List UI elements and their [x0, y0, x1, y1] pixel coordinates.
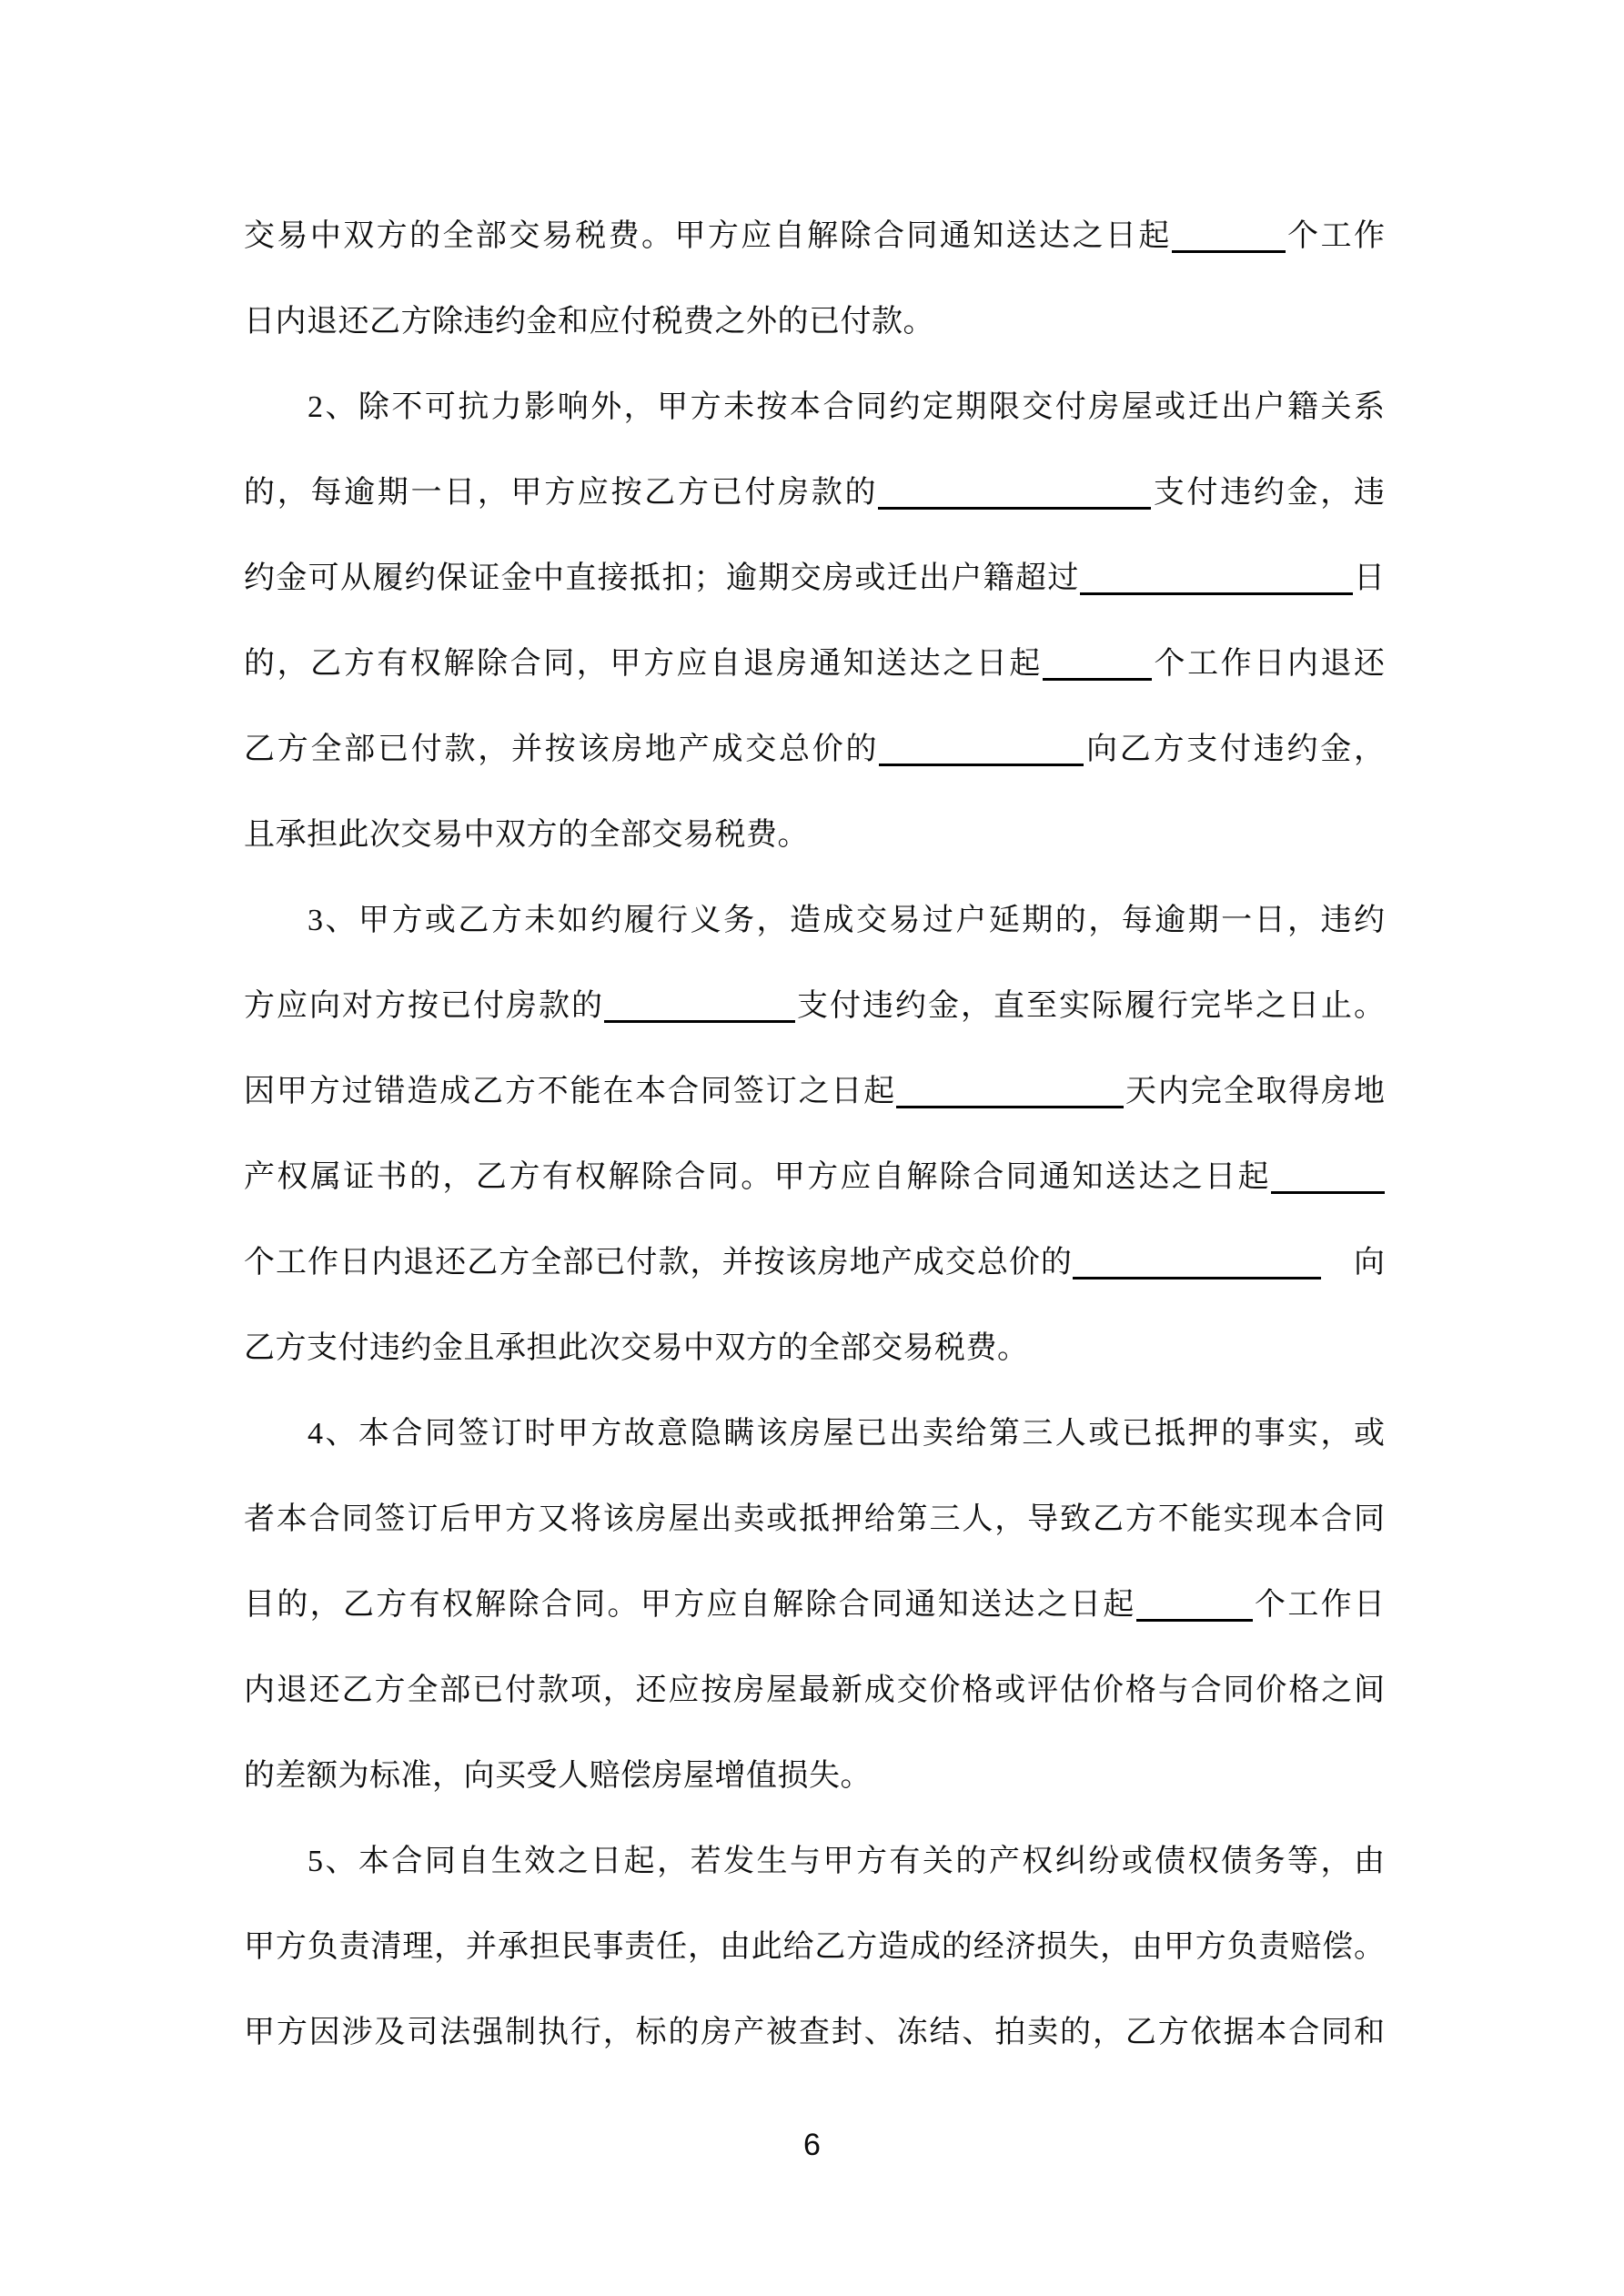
- contract-line-21: [244, 1905, 1385, 1990]
- contract-text: 因甲方过错造成乙方不能在本合同签订之日起: [244, 1075, 897, 1108]
- contract-text: 个工作日内退还乙方全部已付款，并按该房地产成交总价的: [244, 1246, 1073, 1279]
- fill-in-blank-underline: [879, 763, 1084, 766]
- contract-text: 向乙方支付违约金，: [1084, 733, 1385, 766]
- contract-text: 天内完全取得房地: [1124, 1075, 1385, 1108]
- contract-line-17: [244, 1563, 1385, 1648]
- contract-line-4: [244, 450, 1385, 536]
- contract-text: 甲方因涉及司法强制执行，标的房产被查封、冻结、拍卖的，乙方依据本合同和: [244, 2016, 1385, 2049]
- contract-text: 的，每逾期一日，甲方应按乙方已付房款的: [244, 476, 879, 510]
- fill-in-blank-underline: [604, 1019, 795, 1023]
- contract-line-6: [244, 622, 1385, 707]
- contract-text: 乙方支付违约金且承担此次交易中双方的全部交易税费。: [244, 1331, 1029, 1365]
- contract-text: 内退还乙方全部已付款项，还应按房屋最新成交价格或评估价格与合同价格之间: [244, 1674, 1385, 1707]
- contract-text: 支付违约金，直至实际履行完毕之日止。: [795, 989, 1385, 1023]
- contract-line-10: [244, 964, 1385, 1049]
- contract-text: 2、除不可抗力影响外，甲方未按本合同约定期限交付房屋或迁出户籍关系: [308, 390, 1385, 424]
- contract-line-13: [244, 1220, 1385, 1306]
- contract-line-14: [244, 1306, 1385, 1391]
- contract-text: 产权属证书的，乙方有权解除合同。甲方应自解除合同通知送达之日起: [244, 1160, 1271, 1194]
- contract-line-1: [244, 194, 1385, 279]
- contract-text: 目的，乙方有权解除合同。甲方应自解除合同通知送达之日起: [244, 1588, 1136, 1622]
- fill-in-blank-underline: [1043, 677, 1152, 681]
- contract-text: 支付违约金，违: [1151, 476, 1385, 510]
- contract-text: 个工作: [1285, 219, 1385, 253]
- contract-text: 乙方全部已付款，并按该房地产成交总价的: [244, 733, 880, 766]
- contract-line-3: [244, 365, 1385, 450]
- fill-in-blank-underline: [1136, 1618, 1253, 1622]
- contract-line-12: [244, 1135, 1385, 1220]
- contract-line-16: [244, 1477, 1385, 1563]
- contract-text: 个工作日: [1252, 1588, 1385, 1622]
- fill-in-blank-underline: [1172, 249, 1286, 253]
- contract-text: 向: [1320, 1246, 1385, 1279]
- contract-line-9: [244, 878, 1385, 964]
- fill-in-blank-underline: [1073, 1276, 1321, 1279]
- fill-in-blank-underline: [1271, 1190, 1385, 1194]
- contract-line-11: [244, 1049, 1385, 1135]
- contract-line-8: [244, 793, 1385, 878]
- contract-line-5: [244, 536, 1385, 622]
- contract-text: 个工作日内退还: [1151, 647, 1385, 681]
- contract-line-22: [244, 1990, 1385, 2076]
- contract-text: 日内退还乙方除违约金和应付税费之外的已付款。: [244, 305, 934, 339]
- fill-in-blank-underline: [878, 506, 1151, 510]
- contract-text: 且承担此次交易中双方的全部交易税费。: [244, 818, 809, 852]
- contract-text: 方应向对方按已付房款的: [244, 989, 604, 1023]
- contract-text: 甲方负责清理，并承担民事责任，由此给乙方造成的经济损失，由甲方负责赔偿。: [244, 1930, 1385, 1964]
- contract-text: 日: [1352, 561, 1385, 595]
- contract-line-20: [244, 1819, 1385, 1905]
- contract-line-18: [244, 1648, 1385, 1734]
- contract-text: 的，乙方有权解除合同，甲方应自退房通知送达之日起: [244, 647, 1043, 681]
- contract-text: 的差额为标准，向买受人赔偿房屋增值损失。: [244, 1759, 872, 1793]
- contract-line-19: [244, 1734, 1385, 1819]
- contract-text: 交易中双方的全部交易税费。甲方应自解除合同通知送达之日起: [244, 219, 1172, 253]
- fill-in-blank-underline: [896, 1105, 1124, 1108]
- contract-text: 者本合同签订后甲方又将该房屋出卖或抵押给第三人，导致乙方不能实现本合同: [244, 1502, 1385, 1536]
- contract-text: 约金可从履约保证金中直接抵扣；逾期交房或迁出户籍超过: [244, 561, 1080, 595]
- contract-text: 4、本合同签订时甲方故意隐瞒该房屋已出卖给第三人或已抵押的事实，或: [308, 1417, 1385, 1451]
- contract-line-15: [244, 1391, 1385, 1477]
- contract-line-7: [244, 707, 1385, 793]
- contract-text: 5、本合同自生效之日起，若发生与甲方有关的产权纠纷或债权债务等，由: [308, 1845, 1385, 1878]
- contract-text: 3、甲方或乙方未如约履行义务，造成交易过户延期的，每逾期一日，违约: [308, 904, 1385, 937]
- contract-body: [244, 194, 1385, 2076]
- page-number: 6: [803, 2128, 821, 2162]
- contract-line-2: [244, 279, 1385, 365]
- fill-in-blank-underline: [1080, 592, 1353, 595]
